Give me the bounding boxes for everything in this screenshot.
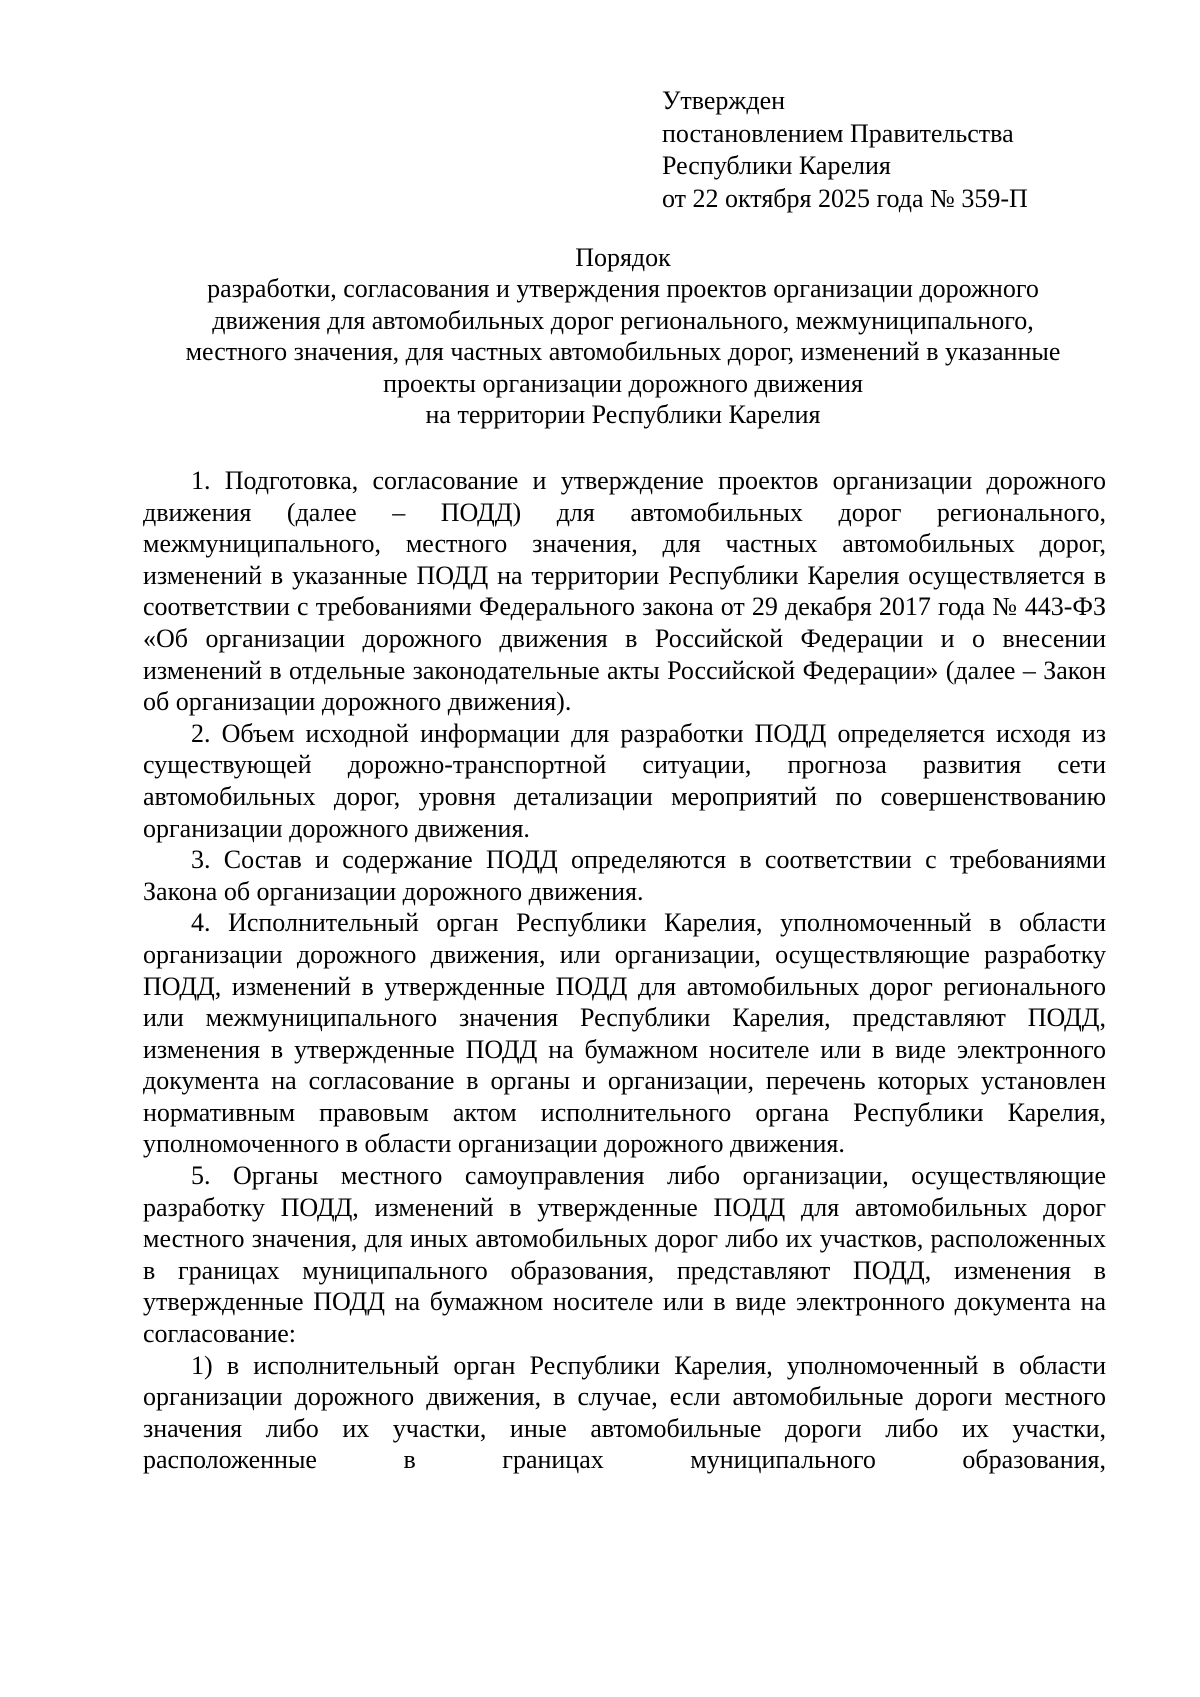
paragraph-1: 1. Подготовка, согласование и утверждение проектов организации дорожного движения (далее – ПОДД) для автомобильных дорог регионального, межмуниципального, местного значения, для частных автомобильных дорог, изменений в указанные ПОДД на территории Республики Карелия осуществляется в соответствии с требованиями Федерального закона от 29 декабря 2017 года № 443-ФЗ «Об организации дорожного движения в Российской Федерации и о внесении изменений в отдельные законодательные акты Российской Федерации» (далее – Закон об организации дорожного движения).: [143, 466, 1106, 717]
title-line: движения для автомобильных дорог регионального, межмуниципального,: [212, 305, 1034, 335]
title-line: местного значения, для частных автомобильных дорог, изменений в указанные: [185, 337, 1061, 367]
approval-stamp: [662, 85, 1142, 215]
document-title: [143, 242, 1103, 430]
paragraph-4: 4. Исполнительный орган Республики Карелия, уполномоченный в области организации дорожного движения, или организации, осуществляющие разработку ПОДД, изменений в утвержденные ПОДД для автомобильных дорог регионального или межмуниципального значения Республики Карелия, представляют ПОДД, изменения в утвержденные ПОДД на бумажном носителе или в виде электронного документа на согласование в органы и организации, перечень которых установлен нормативным правовым актом исполнительного органа Республики Карелия, уполномоченного в области организации дорожного движения.: [143, 908, 1106, 1159]
approval-line: постановлением Правительства: [662, 118, 1014, 148]
paragraph-5: 5. Органы местного самоуправления либо организации, осуществляющие разработку ПОДД, изменений в утвержденные ПОДД для автомобильных дорог местного значения, для иных автомобильных дорог либо их участков, расположенных в границах муниципального образования, представляют ПОДД, изменения в утвержденные ПОДД на бумажном носителе или в виде электронного документа на согласование:: [143, 1161, 1106, 1349]
document-body: [143, 465, 1106, 1476]
title-line: проекты организации дорожного движения: [383, 368, 863, 398]
title-heading: Порядок: [575, 243, 671, 272]
approval-line: Утвержден: [662, 86, 786, 115]
paragraph-3: 3. Состав и содержание ПОДД определяются в соответствии с требованиями Закона об организации дорожного движения.: [143, 845, 1106, 906]
title-line: разработки, согласования и утверждения проектов организации дорожного: [207, 274, 1039, 304]
paragraph-5-item-1: 1) в исполнительный орган Республики Карелия, уполномоченный в области организации дорожного движения, в случае, если автомобильные дороги местного значения либо их участки, иные автомобильные дороги либо их участки, расположенные в границах муниципального образования,: [143, 1350, 1106, 1475]
approval-date-line: от 22 октября 2025 года № 359-П: [662, 183, 1028, 213]
title-line: на территории Республики Карелия: [425, 400, 821, 430]
paragraph-2: 2. Объем исходной информации для разработки ПОДД определяется исходя из существующей дорожно-транспортной ситуации, прогноза развития сети автомобильных дорог, уровня детализации мероприятий по совершенствованию организации дорожного движения.: [143, 718, 1106, 843]
approval-line: Республики Карелия: [662, 151, 891, 180]
